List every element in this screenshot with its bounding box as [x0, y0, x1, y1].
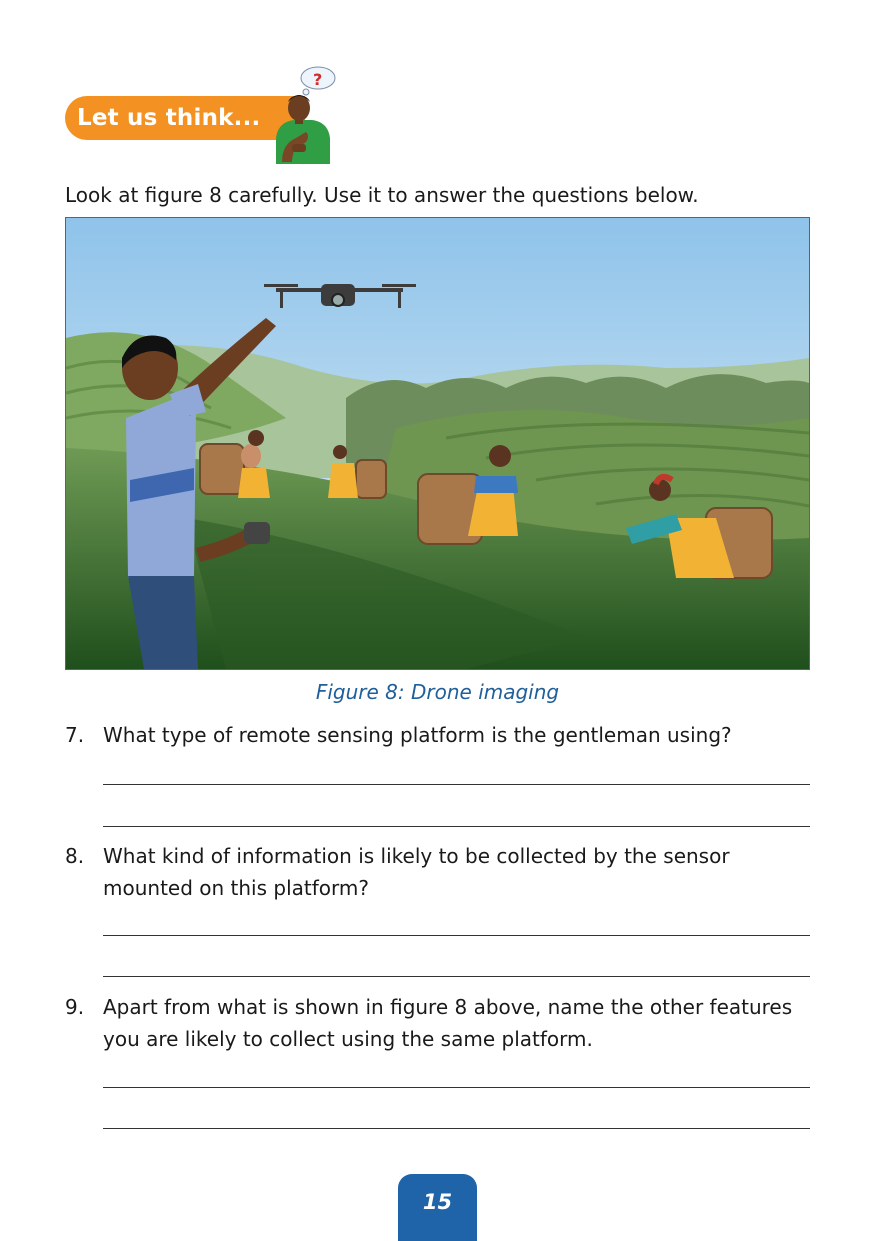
page-number: 15 — [422, 1190, 453, 1214]
figure-caption: Figure 8: Drone imaging — [315, 680, 560, 704]
svg-text:?: ? — [313, 70, 323, 89]
question-number: 9. — [65, 995, 85, 1019]
question-8 — [65, 840, 815, 906]
question-number: 7. — [65, 723, 85, 747]
banner-label: Let us think... — [77, 105, 261, 131]
answer-line[interactable] — [103, 976, 810, 977]
question-number: 8. — [65, 844, 85, 868]
question-text: Apart from what is shown in figure 8 above, name the other features you are likely to collect using the same platform. — [103, 995, 793, 1051]
answer-line[interactable] — [103, 1128, 810, 1129]
page-number-tab — [398, 1174, 477, 1241]
question-text: What kind of information is likely to be collected by the sensor mounted on this platform? — [103, 844, 730, 900]
answer-line[interactable] — [103, 784, 810, 785]
question-text: What type of remote sensing platform is the gentleman using? — [103, 723, 732, 747]
answer-line[interactable] — [103, 935, 810, 936]
figure-8-illustration — [65, 217, 810, 670]
question-9 — [65, 991, 815, 1057]
answer-line[interactable] — [103, 826, 810, 827]
question-7 — [65, 719, 815, 753]
answer-line[interactable] — [103, 1087, 810, 1088]
intro-text: Look at figure 8 carefully. Use it to answer the questions below. — [65, 183, 699, 207]
thinking-boy-icon — [268, 66, 340, 164]
